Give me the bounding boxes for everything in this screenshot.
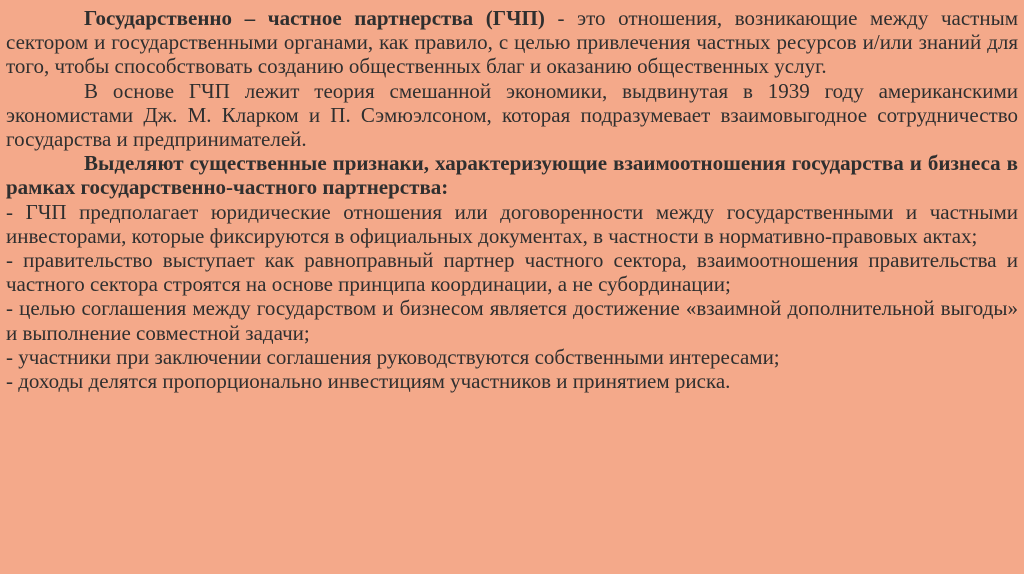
feature-item-4: - участники при заключении соглашения руководствуются собственными интересами; bbox=[6, 344, 780, 369]
definition-text: - это отношения, возникающие между частным сектором и государственными органами, как правило, с целью привлечения частных ресурсов и/или знаний для того, чтобы способствовать созданию общественных благ и оказанию общественных услуг. bbox=[6, 6, 1018, 79]
feature-item-1: - ГЧП предполагает юридические отношения или договоренности между государственными и частными инвесторами, которые фиксируются в официальных документах, в частности в нормативно-правовых актах; bbox=[6, 199, 1018, 248]
term-gchp: Государственно – частное партнерства (ГЧП) bbox=[84, 6, 545, 30]
paragraph-theory: В основе ГЧП лежит теория смешанной экономики, выдвинутая в 1939 году американскими экономистами Дж. М. Кларком и П. Сэмюэлсоном, которая подразумевает взаимовыгодное сотрудничество государства и предпринимателей. bbox=[6, 78, 1018, 152]
feature-item-2: - правительство выступает как равноправный партнер частного сектора, взаимоотношения правительства и частного сектора строятся на основе принципа координации, а не субординации; bbox=[6, 248, 1018, 297]
paragraph-definition bbox=[6, 6, 1018, 79]
slide-text-body bbox=[6, 6, 1018, 393]
feature-item-3: - целью соглашения между государством и бизнесом является достижение «взаимной дополнительной выгоды» и выполнение совместной задачи; bbox=[6, 296, 1018, 345]
features-heading: Выделяют существенные признаки, характеризующие взаимоотношения государства и бизнеса в рамках государственно-частного партнерства: bbox=[6, 151, 1018, 200]
feature-item-5: - доходы делятся пропорционально инвестициям участников и принятием риска. bbox=[6, 369, 731, 394]
